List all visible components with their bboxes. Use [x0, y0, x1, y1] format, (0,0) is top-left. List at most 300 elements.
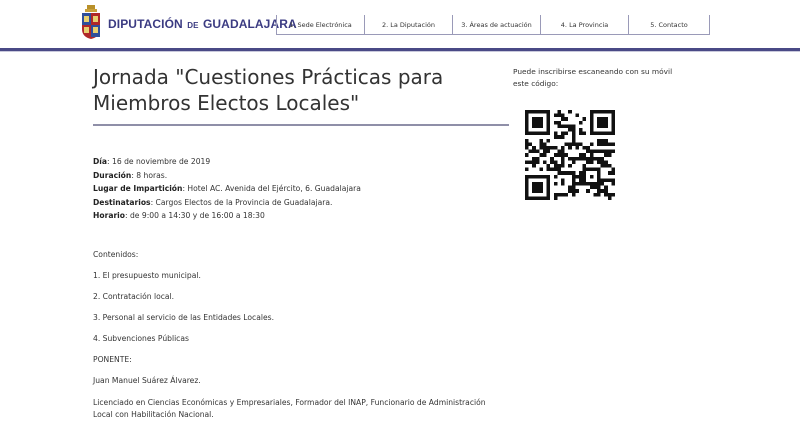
qr-module: [529, 196, 533, 200]
qr-module: [532, 182, 536, 186]
qr-module: [525, 146, 529, 150]
contents-item: 2. Contratación local.: [93, 292, 175, 301]
qr-module: [590, 186, 594, 190]
qr-module: [554, 175, 558, 179]
qr-module: [593, 168, 597, 172]
main-nav: [276, 15, 710, 36]
nav-sede-electronica[interactable]: 1. Sede Electrónica: [276, 15, 364, 35]
qr-module: [525, 160, 529, 164]
qr-module: [597, 168, 601, 172]
qr-module: [547, 110, 551, 114]
qr-module: [554, 164, 558, 168]
qr-module: [604, 142, 608, 146]
qr-module: [561, 132, 565, 136]
speaker-bio: Licenciado en Ciencias Económicas y Empresariales, Formador del INAP, Funcionario de Administración Local con Habilitación Nacional.: [93, 398, 486, 419]
qr-module: [525, 110, 529, 114]
qr-module: [561, 178, 565, 182]
nav-contacto[interactable]: 5. Contacto: [628, 15, 710, 35]
qr-module: [597, 171, 601, 175]
detail-horario: [93, 209, 361, 223]
qr-module: [554, 160, 558, 164]
qr-module: [547, 139, 551, 143]
qr-module: [583, 164, 587, 168]
qr-module: [547, 150, 551, 154]
qr-module: [575, 114, 579, 118]
qr-module: [597, 175, 601, 179]
qr-module: [597, 157, 601, 161]
qr-module: [554, 114, 558, 118]
qr-module: [583, 146, 587, 150]
qr-module: [532, 164, 536, 168]
qr-module: [539, 110, 543, 114]
qr-module: [601, 139, 605, 143]
qr-module: [539, 139, 543, 143]
coat-of-arms-logo[interactable]: [81, 5, 101, 39]
qr-module: [590, 121, 594, 125]
qr-module: [536, 150, 540, 154]
qr-module: [557, 164, 561, 168]
qr-module: [543, 142, 547, 146]
qr-module: [604, 150, 608, 154]
qr-module: [565, 124, 569, 128]
qr-module: [604, 164, 608, 168]
qr-module: [554, 193, 558, 197]
qr-module: [536, 182, 540, 186]
qr-module: [532, 124, 536, 128]
qr-module: [554, 153, 558, 157]
brand-main: DIPUTACIÓN: [108, 17, 183, 31]
qr-module: [525, 128, 529, 132]
qr-module: [561, 146, 565, 150]
qr-module: [539, 132, 543, 136]
qr-module: [604, 110, 608, 114]
qr-module: [597, 121, 601, 125]
qr-module: [575, 189, 579, 193]
qr-module: [590, 114, 594, 118]
qr-module: [583, 182, 587, 186]
qr-module: [575, 142, 579, 146]
event-details: [93, 155, 361, 223]
qr-module: [532, 196, 536, 200]
speaker-heading: PONENTE:: [93, 355, 132, 364]
qr-module: [568, 146, 572, 150]
qr-module: [536, 186, 540, 190]
qr-module: [586, 150, 590, 154]
qr-module: [539, 153, 543, 157]
register-instructions: Puede inscribirse escaneando con su móvil este código:: [513, 67, 673, 88]
qr-module: [532, 189, 536, 193]
qr-module: [539, 196, 543, 200]
qr-module: [611, 114, 615, 118]
qr-module: [565, 142, 569, 146]
qr-module: [529, 132, 533, 136]
speaker-name: Juan Manuel Suárez Álvarez.: [93, 376, 201, 385]
qr-module: [579, 142, 583, 146]
qr-module: [590, 160, 594, 164]
qr-module: [536, 175, 540, 179]
qr-module: [608, 150, 612, 154]
qr-module: [597, 182, 601, 186]
qr-module: [547, 114, 551, 118]
qr-module: [608, 110, 612, 114]
qr-module: [557, 171, 561, 175]
qr-module: [583, 175, 587, 179]
qr-module: [597, 124, 601, 128]
qr-module: [557, 121, 561, 125]
site-brand[interactable]: [108, 17, 297, 31]
qr-module: [536, 160, 540, 164]
qr-module: [532, 146, 536, 150]
qr-module: [525, 142, 529, 146]
qr-module: [543, 110, 547, 114]
nav-areas-actuacion[interactable]: 3. Áreas de actuación: [452, 15, 540, 35]
qr-module: [554, 168, 558, 172]
qr-module: [547, 175, 551, 179]
qr-module: [575, 157, 579, 161]
qr-module: [586, 157, 590, 161]
qr-module: [532, 160, 536, 164]
qr-module: [604, 153, 608, 157]
brand-small: DE: [187, 21, 199, 30]
qr-module: [611, 168, 615, 172]
qr-module: [536, 189, 540, 193]
qr-module: [561, 114, 565, 118]
qr-module: [547, 182, 551, 186]
qr-module: [611, 124, 615, 128]
qr-module: [529, 175, 533, 179]
qr-module: [583, 157, 587, 161]
qr-module: [568, 157, 572, 161]
qr-module: [604, 160, 608, 164]
qr-module: [597, 189, 601, 193]
qr-module: [597, 193, 601, 197]
brand-end: GUADALAJARA: [202, 17, 297, 31]
qr-module: [579, 157, 583, 161]
detail-value: : Cargos Electos de la Provincia de Guadalajara.: [150, 197, 333, 207]
qr-module: [525, 114, 529, 118]
qr-module: [601, 178, 605, 182]
site-header: [0, 0, 800, 50]
nav-la-provincia[interactable]: 4. La Provincia: [540, 15, 628, 35]
qr-module: [532, 175, 536, 179]
detail-value: : 8 horas.: [131, 170, 168, 180]
qr-module: [539, 142, 543, 146]
qr-module: [554, 135, 558, 139]
qr-module: [536, 117, 540, 121]
qr-module: [593, 132, 597, 136]
qr-module: [604, 193, 608, 197]
detail-label: Día: [93, 157, 108, 166]
qr-module: [579, 121, 583, 125]
qr-module: [525, 193, 529, 197]
qr-module: [590, 168, 594, 172]
qr-module: [539, 146, 543, 150]
qr-module: [539, 117, 543, 121]
qr-module: [525, 186, 529, 190]
qr-module: [554, 132, 558, 136]
qr-module: [539, 124, 543, 128]
qr-module: [601, 142, 605, 146]
qr-module: [593, 182, 597, 186]
qr-module: [568, 186, 572, 190]
qr-module: [579, 175, 583, 179]
qr-module: [557, 153, 561, 157]
qr-module: [532, 121, 536, 125]
qr-module: [536, 132, 540, 136]
qr-module: [539, 182, 543, 186]
qr-module: [547, 124, 551, 128]
nav-la-diputacion[interactable]: 2. La Diputación: [364, 15, 452, 35]
qr-module: [601, 110, 605, 114]
qr-module: [608, 196, 612, 200]
qr-module: [590, 153, 594, 157]
qr-module: [525, 121, 529, 125]
qr-module: [568, 189, 572, 193]
qr-module: [532, 150, 536, 154]
qr-module: [579, 171, 583, 175]
qr-module: [601, 124, 605, 128]
qr-module: [590, 175, 594, 179]
qr-module: [586, 160, 590, 164]
qr-module: [539, 189, 543, 193]
qr-module: [525, 139, 529, 143]
qr-module: [572, 142, 576, 146]
qr-module: [547, 193, 551, 197]
qr-module: [579, 178, 583, 182]
qr-module: [590, 128, 594, 132]
qr-module: [532, 110, 536, 114]
qr-module: [539, 186, 543, 190]
qr-module: [590, 157, 594, 161]
qr-module: [601, 189, 605, 193]
qr-module: [536, 196, 540, 200]
page-title: Jornada "Cuestiones Prácticas para Miembros Electos Locales": [93, 65, 444, 115]
qr-module: [539, 175, 543, 179]
detail-destinatarios: [93, 196, 361, 210]
qr-module: [608, 178, 612, 182]
detail-label: Horario: [93, 211, 126, 221]
qr-module: [590, 142, 594, 146]
qr-module: [604, 178, 608, 182]
qr-module: [611, 178, 615, 182]
qr-module: [572, 189, 576, 193]
detail-label: Duración: [93, 170, 132, 180]
qr-code-icon[interactable]: [525, 110, 615, 200]
qr-module: [586, 168, 590, 172]
qr-module: [601, 160, 605, 164]
detail-duracion: [93, 169, 361, 183]
qr-module: [572, 193, 576, 197]
qr-module: [572, 186, 576, 190]
qr-module: [604, 189, 608, 193]
qr-module: [557, 124, 561, 128]
detail-dia: [93, 155, 361, 169]
qr-module: [547, 132, 551, 136]
qr-module: [557, 135, 561, 139]
qr-module: [525, 132, 529, 136]
qr-module: [611, 150, 615, 154]
qr-module: [547, 186, 551, 190]
contents-item: 1. El presupuesto municipal.: [93, 271, 201, 280]
qr-module: [572, 178, 576, 182]
qr-module: [565, 171, 569, 175]
detail-value: : 16 de noviembre de 2019: [107, 157, 211, 166]
qr-module: [579, 128, 583, 132]
qr-module: [572, 128, 576, 132]
qr-module: [557, 193, 561, 197]
qr-module: [579, 153, 583, 157]
qr-module: [547, 189, 551, 193]
qr-module: [604, 139, 608, 143]
qr-module: [608, 153, 612, 157]
qr-module: [583, 168, 587, 172]
qr-module: [543, 196, 547, 200]
qr-module: [547, 128, 551, 132]
qr-module: [583, 171, 587, 175]
qr-module: [525, 189, 529, 193]
qr-module: [601, 150, 605, 154]
qr-module: [604, 121, 608, 125]
qr-module: [568, 128, 572, 132]
qr-module: [597, 186, 601, 190]
qr-module: [568, 110, 572, 114]
qr-module: [575, 175, 579, 179]
qr-module: [568, 124, 572, 128]
qr-module: [601, 182, 605, 186]
qr-module: [597, 178, 601, 182]
qr-module: [572, 160, 576, 164]
qr-module: [561, 164, 565, 168]
qr-module: [550, 168, 554, 172]
qr-module: [579, 182, 583, 186]
qr-module: [611, 142, 615, 146]
qr-module: [572, 139, 576, 143]
detail-label: Destinatarios: [93, 197, 151, 207]
detail-lugar: [93, 182, 361, 196]
qr-module: [561, 135, 565, 139]
qr-module: [572, 157, 576, 161]
qr-module: [536, 157, 540, 161]
qr-module: [572, 124, 576, 128]
qr-module: [611, 110, 615, 114]
qr-module: [601, 157, 605, 161]
qr-module: [532, 132, 536, 136]
detail-value: : de 9:00 a 14:30 y de 16:00 a 18:30: [125, 211, 265, 221]
qr-module: [568, 171, 572, 175]
qr-module: [554, 146, 558, 150]
detail-label: Lugar de Impartición: [93, 184, 183, 194]
qr-module: [575, 182, 579, 186]
qr-module: [608, 132, 612, 136]
qr-module: [557, 110, 561, 114]
qr-module: [583, 178, 587, 182]
qr-module: [593, 157, 597, 161]
contents-heading: Contenidos:: [93, 250, 139, 259]
qr-module: [611, 193, 615, 197]
qr-module: [557, 168, 561, 172]
qr-module: [561, 153, 565, 157]
qr-module: [597, 139, 601, 143]
qr-module: [601, 121, 605, 125]
qr-module: [597, 150, 601, 154]
header-divider-shadow: [0, 51, 800, 52]
qr-module: [532, 186, 536, 190]
qr-module: [547, 164, 551, 168]
qr-module: [529, 142, 533, 146]
qr-module: [525, 178, 529, 182]
qr-module: [604, 124, 608, 128]
qr-module: [532, 117, 536, 121]
qr-module: [583, 153, 587, 157]
qr-module: [536, 124, 540, 128]
contents-item: 3. Personal al servicio de las Entidades Locales.: [93, 313, 275, 322]
qr-module: [611, 171, 615, 175]
qr-module: [547, 196, 551, 200]
qr-module: [608, 142, 612, 146]
qr-module: [604, 132, 608, 136]
qr-module: [593, 110, 597, 114]
qr-module: [536, 110, 540, 114]
qr-module: [565, 117, 569, 121]
qr-module: [525, 175, 529, 179]
qr-module: [608, 193, 612, 197]
qr-module: [547, 117, 551, 121]
qr-module: [554, 121, 558, 125]
qr-module: [579, 132, 583, 136]
qr-module: [543, 146, 547, 150]
qr-module: [590, 132, 594, 136]
qr-module: [586, 189, 590, 193]
qr-module: [561, 117, 565, 121]
qr-module: [611, 117, 615, 121]
qr-module: [543, 160, 547, 164]
qr-module: [547, 146, 551, 150]
qr-module: [529, 160, 533, 164]
qr-module: [561, 150, 565, 154]
qr-module: [572, 171, 576, 175]
qr-module: [554, 182, 558, 186]
qr-module: [557, 114, 561, 118]
qr-module: [539, 121, 543, 125]
qr-module: [597, 117, 601, 121]
qr-module: [601, 132, 605, 136]
qr-module: [554, 196, 558, 200]
qr-module: [561, 160, 565, 164]
qr-module: [583, 132, 587, 136]
detail-value: : Hotel AC. Avenida del Ejército, 6. Guadalajara: [182, 184, 361, 194]
qr-module: [590, 182, 594, 186]
qr-module: [525, 182, 529, 186]
qr-module: [590, 124, 594, 128]
qr-module: [529, 110, 533, 114]
qr-module: [611, 121, 615, 125]
qr-module: [550, 157, 554, 161]
qr-module: [593, 150, 597, 154]
qr-module: [547, 178, 551, 182]
qr-module: [550, 146, 554, 150]
qr-module: [597, 142, 601, 146]
qr-module: [583, 117, 587, 121]
qr-module: [525, 196, 529, 200]
qr-module: [529, 150, 533, 154]
qr-module: [597, 132, 601, 136]
qr-module: [536, 121, 540, 125]
qr-module: [590, 117, 594, 121]
qr-module: [604, 186, 608, 190]
qr-module: [550, 160, 554, 164]
qr-module: [572, 135, 576, 139]
qr-module: [543, 150, 547, 154]
